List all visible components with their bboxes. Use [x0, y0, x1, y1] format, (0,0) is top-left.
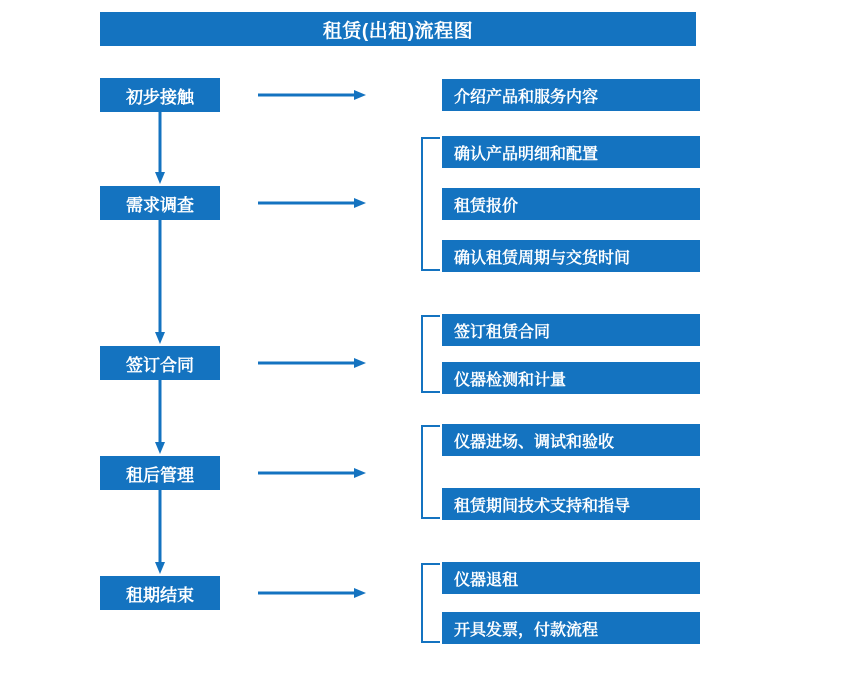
arrow-down-icon-3 — [154, 380, 166, 454]
group-bracket-5 — [418, 562, 442, 644]
group-bracket-2 — [418, 136, 442, 272]
stage-box-4[interactable]: 租后管理 — [100, 456, 220, 490]
arrow-down-icon-1 — [154, 112, 166, 184]
detail-box-5-1[interactable]: 仪器退租 — [442, 562, 700, 594]
page-title: 租赁(出租)流程图 — [100, 12, 696, 46]
group-bracket-4 — [418, 424, 442, 520]
stage-box-2[interactable]: 需求调查 — [100, 186, 220, 220]
detail-box-4-1[interactable]: 仪器进场、调试和验收 — [442, 424, 700, 456]
stage-box-3[interactable]: 签订合同 — [100, 346, 220, 380]
detail-box-2-1[interactable]: 确认产品明细和配置 — [442, 136, 700, 168]
detail-box-5-2[interactable]: 开具发票，付款流程 — [442, 612, 700, 644]
arrow-right-icon-3 — [258, 357, 366, 369]
detail-box-2-2[interactable]: 租赁报价 — [442, 188, 700, 220]
group-bracket-3 — [418, 314, 442, 394]
arrow-right-icon-4 — [258, 467, 366, 479]
detail-box-3-2[interactable]: 仪器检测和计量 — [442, 362, 700, 394]
arrow-right-icon-1 — [258, 89, 366, 101]
arrow-down-icon-4 — [154, 490, 166, 574]
detail-box-3-1[interactable]: 签订租赁合同 — [442, 314, 700, 346]
arrow-right-icon-5 — [258, 587, 366, 599]
stage-box-5[interactable]: 租期结束 — [100, 576, 220, 610]
detail-box-4-2[interactable]: 租赁期间技术支持和指导 — [442, 488, 700, 520]
arrow-right-icon-2 — [258, 197, 366, 209]
stage-box-1[interactable]: 初步接触 — [100, 78, 220, 112]
detail-box-1-1[interactable]: 介绍产品和服务内容 — [442, 79, 700, 111]
detail-box-2-3[interactable]: 确认租赁周期与交货时间 — [442, 240, 700, 272]
arrow-down-icon-2 — [154, 220, 166, 344]
